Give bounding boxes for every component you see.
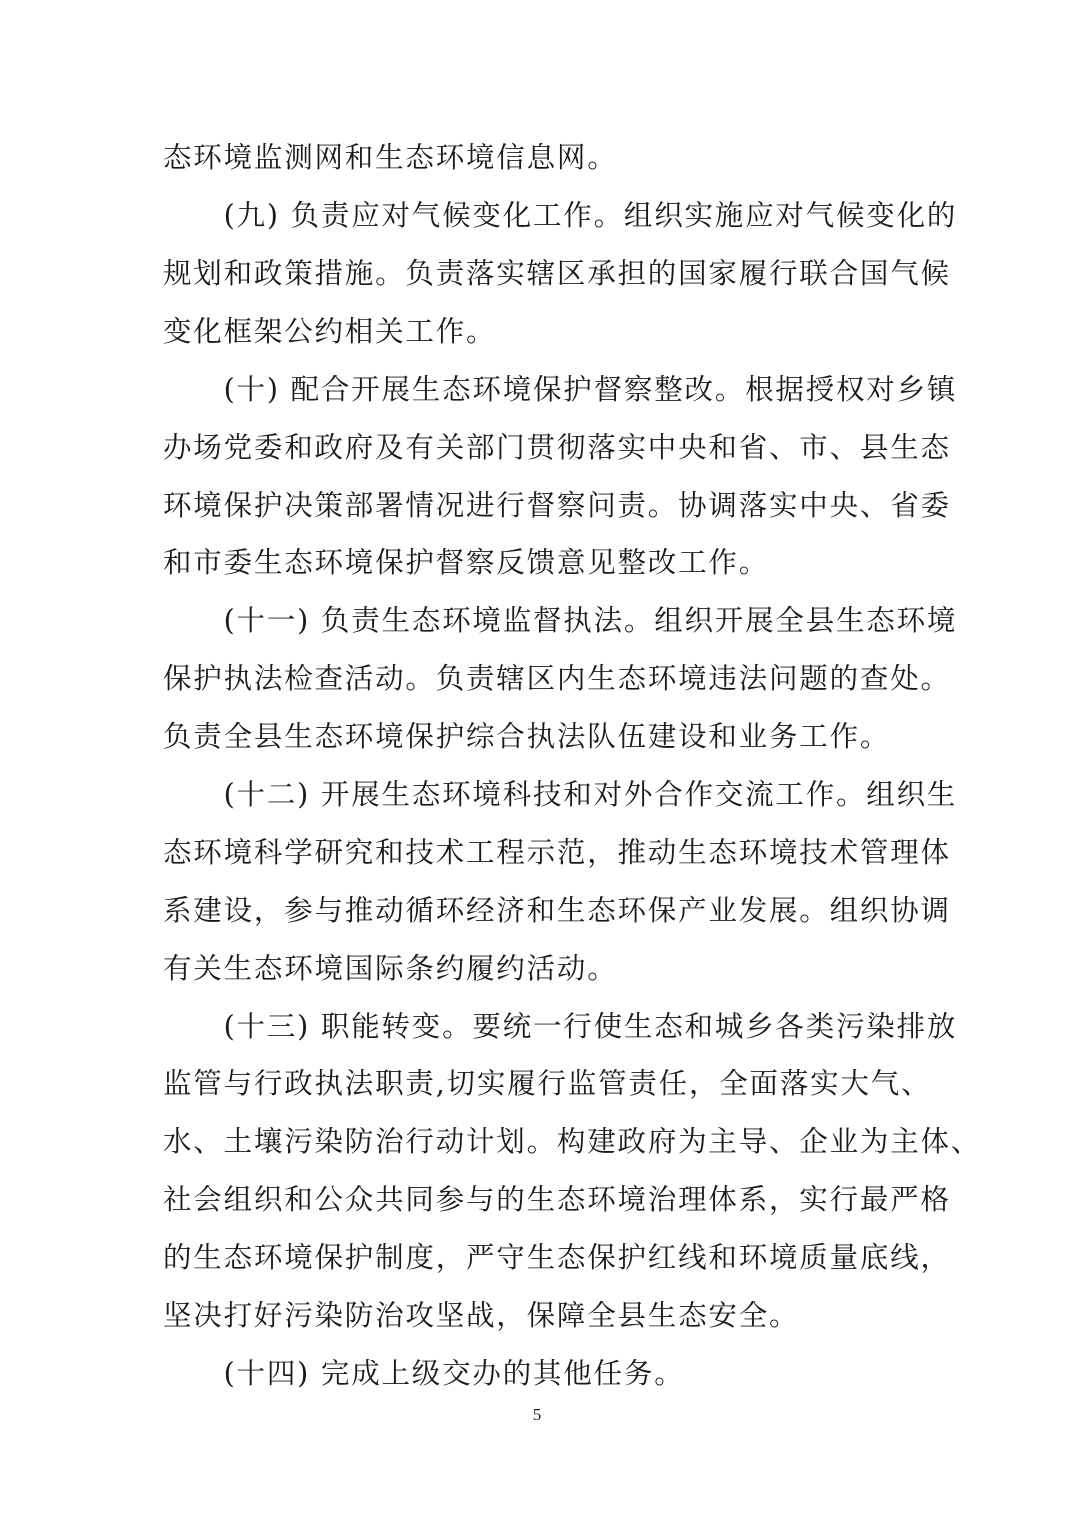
text-line: 环境保护决策部署情况进行督察问责。协调落实中央、省委 xyxy=(163,489,951,522)
text-line: 坚决打好污染防治攻坚战，保障全县生态安全。 xyxy=(163,1299,800,1332)
text-line: (十四) 完成上级交办的其他任务。 xyxy=(163,1357,685,1390)
text-line: 有关生态环境国际条约履约活动。 xyxy=(163,952,618,985)
text-line: 监管与行政执法职责,切实履行监管责任，全面落实大气、 xyxy=(163,1067,932,1100)
text-line: 变化框架公约相关工作。 xyxy=(163,315,497,348)
text-line: (九) 负责应对气候变化工作。组织实施应对气候变化的 xyxy=(163,199,958,232)
text-line: 保护执法检查活动。负责辖区内生态环境违法问题的查处。 xyxy=(163,662,951,695)
text-line: 和市委生态环境保护督察反馈意见整改工作。 xyxy=(163,546,770,579)
text-line: 规划和政策措施。负责落实辖区承担的国家履行联合国气候 xyxy=(163,257,951,290)
page-number: 5 xyxy=(532,1405,542,1424)
text-line: 办场党委和政府及有关部门贯彻落实中央和省、市、县生态 xyxy=(163,431,951,464)
text-line: 水、土壤污染防治行动计划。构建政府为主导、企业为主体、 xyxy=(163,1125,982,1158)
text-line: 社会组织和公众共同参与的生态环境治理体系，实行最严格 xyxy=(163,1183,951,1216)
text-line: (十二) 开展生态环境科技和对外合作交流工作。组织生 xyxy=(163,778,958,811)
text-line: 态环境科学研究和技术工程示范，推动生态环境技术管理体 xyxy=(163,836,951,869)
text-line: 负责全县生态环境保护综合执法队伍建设和业务工作。 xyxy=(163,720,891,753)
text-line: (十三) 职能转变。要统一行使生态和城乡各类污染排放 xyxy=(163,1010,958,1043)
text-line: (十一) 负责生态环境监督执法。组织开展全县生态环境 xyxy=(163,604,958,637)
text-line: 的生态环境保护制度，严守生态保护红线和环境质量底线， xyxy=(163,1241,951,1274)
text-line: 系建设，参与推动循环经济和生态环保产业发展。组织协调 xyxy=(163,894,951,927)
text-line: (十) 配合开展生态环境保护督察整改。根据授权对乡镇 xyxy=(163,373,958,406)
text-line: 态环境监测网和生态环境信息网。 xyxy=(163,141,618,174)
